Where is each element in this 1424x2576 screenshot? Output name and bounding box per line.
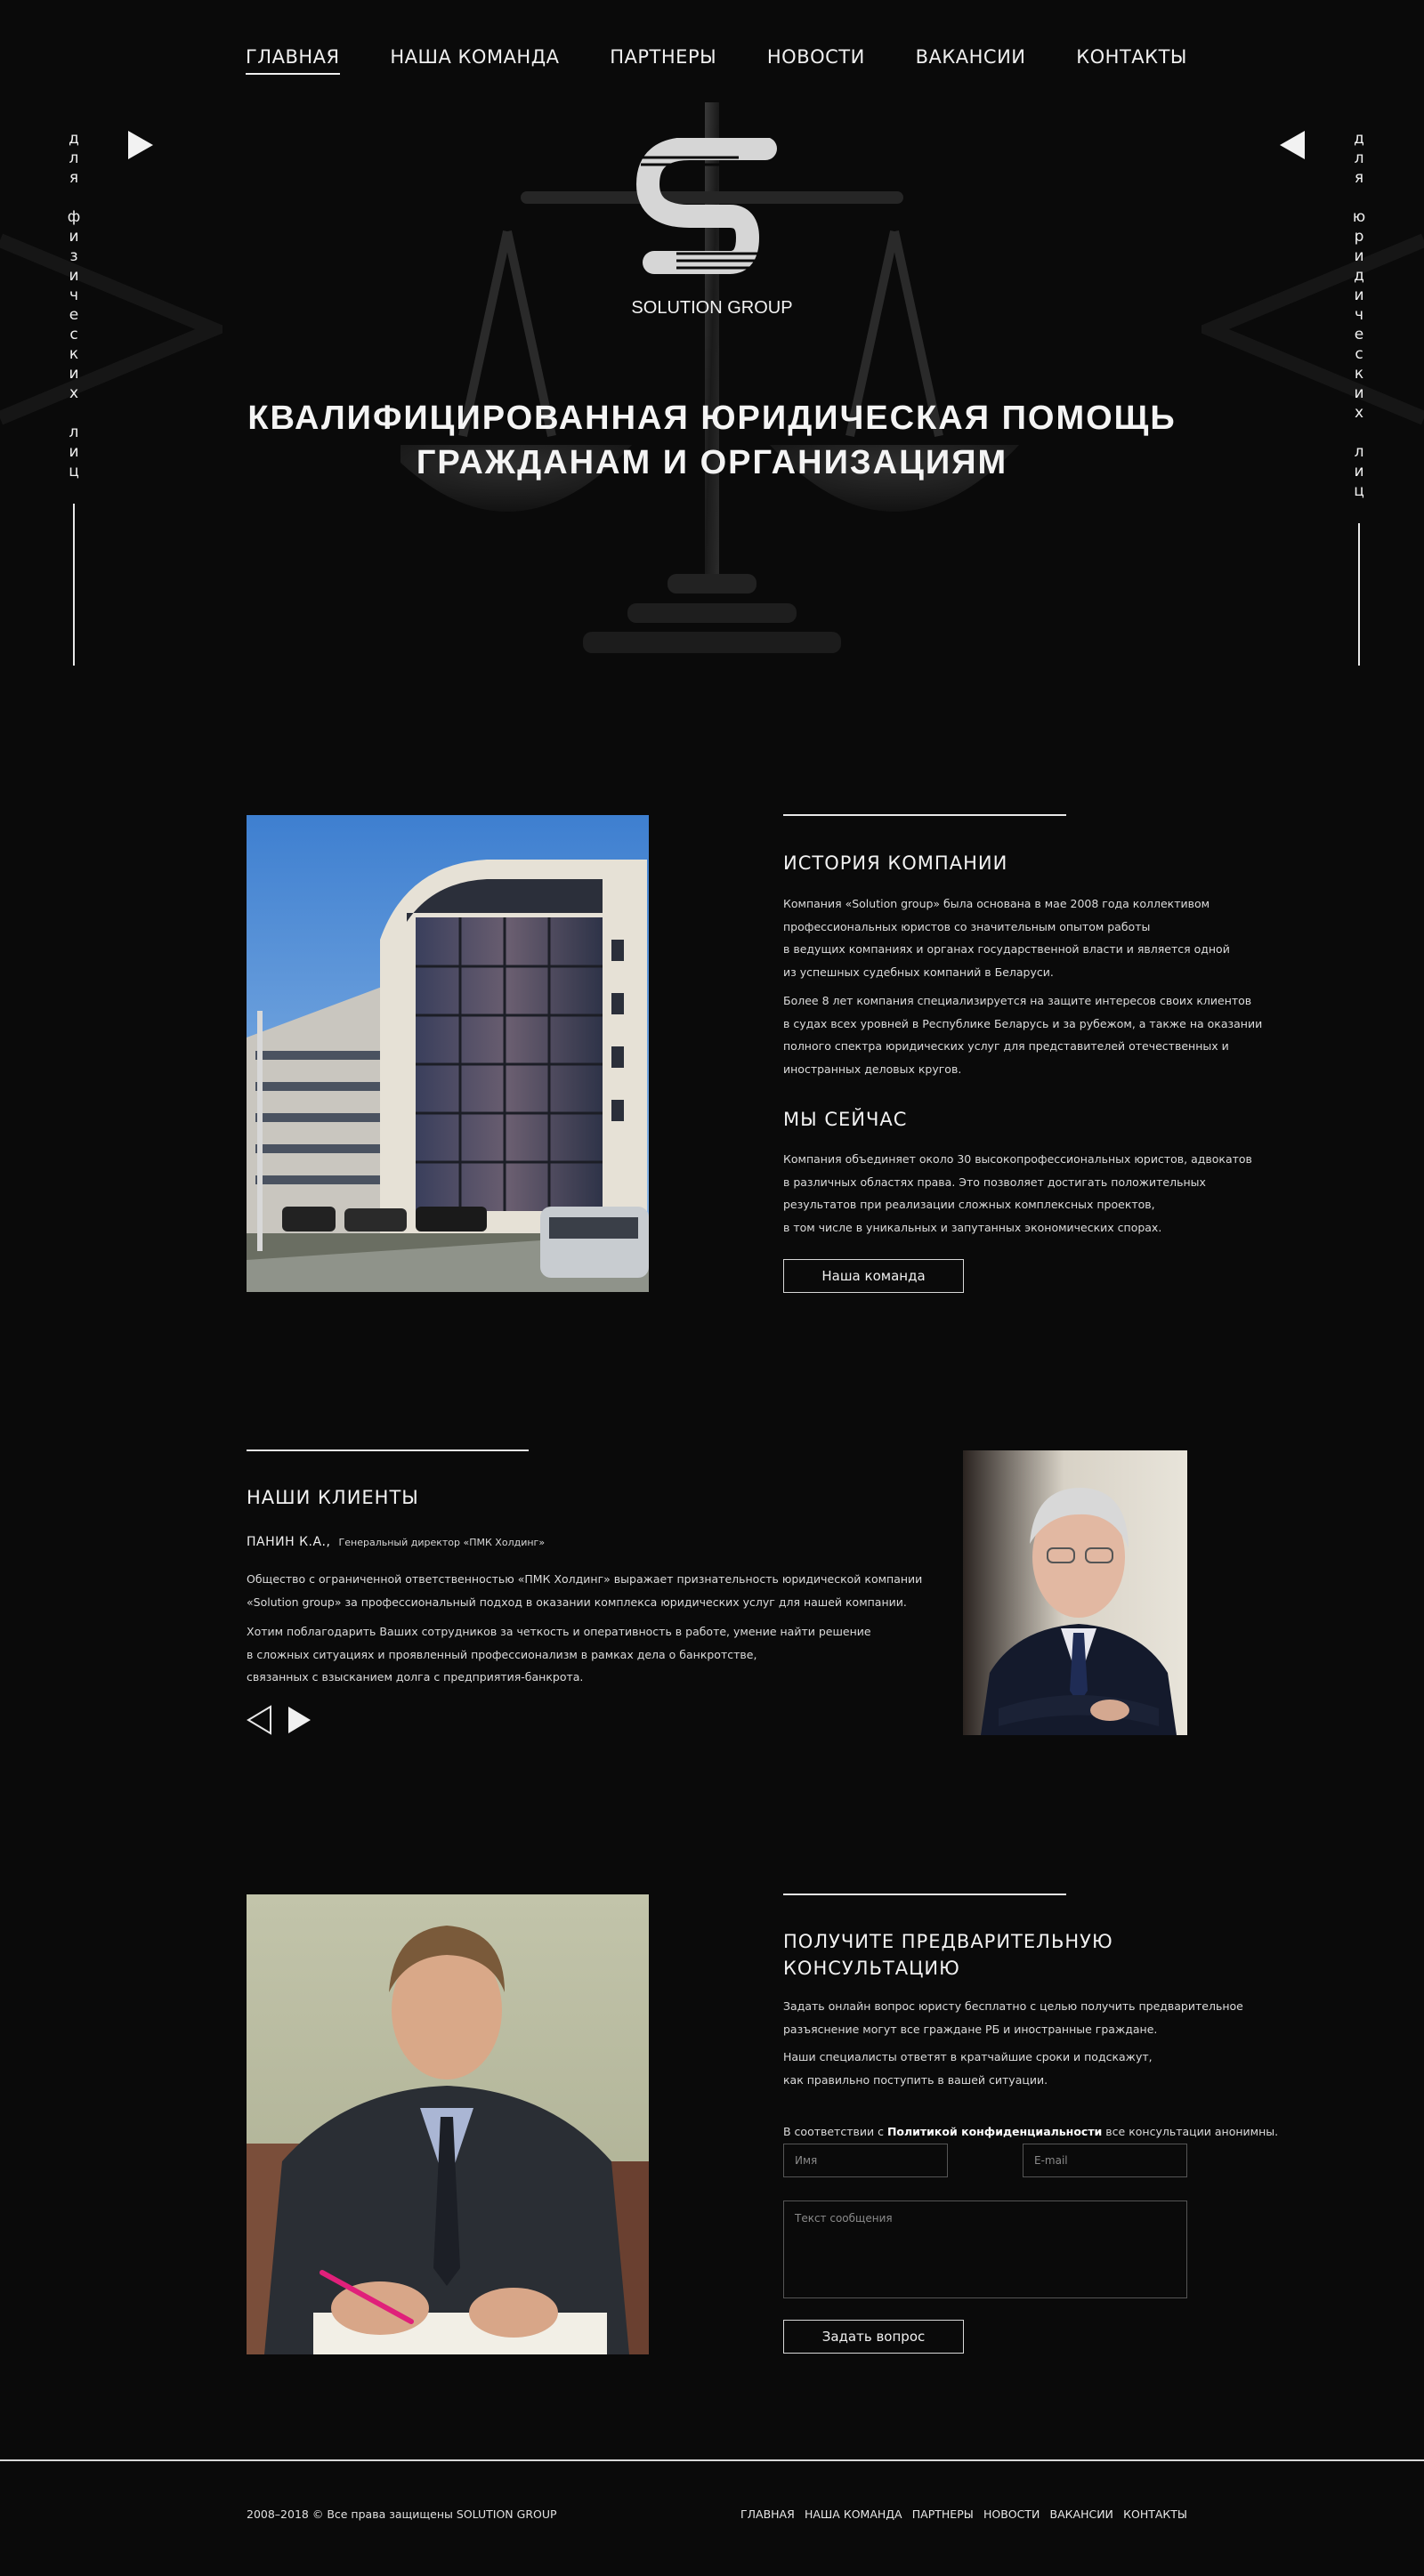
ask-question-button[interactable]: Задать вопрос [783, 2320, 964, 2354]
side-letter: и [69, 228, 79, 246]
side-letter: е [69, 306, 79, 324]
side-letter: л [1354, 149, 1364, 167]
history-paragraph-2: Более 8 лет компания специализируется на защите интересов своих клиентов в судах всех уровней в Республике Беларусь и за рубежом, а также на оказании полного спектра юридических услуг для представителей отечественных и иностранных деловых кругов. [783, 994, 1263, 1076]
side-letter [1356, 423, 1361, 442]
history-rule [783, 814, 1066, 816]
side-letter: р [1354, 228, 1364, 246]
side-letter: ф [67, 208, 81, 226]
side-letter: з [69, 247, 78, 265]
history-paragraph-1: Компания «Solution group» была основана в мае 2008 года коллективом профессиональных юристов со значительным опытом работы в ведущих компаниях и органах государственной власти и является одной из успешных судебных компаний в Беларуси. [783, 897, 1230, 979]
nav-item-team[interactable]: НАША КОМАНДА [390, 46, 560, 68]
footer-nav-vacancies[interactable]: ВАКАНСИИ [1049, 2507, 1113, 2521]
client-photo [963, 1450, 1187, 1735]
logo[interactable] [623, 138, 801, 325]
nav-item-home[interactable]: ГЛАВНАЯ [246, 46, 340, 75]
name-input[interactable] [783, 2144, 948, 2177]
side-letter: и [1354, 287, 1364, 304]
side-letter: ч [1354, 306, 1364, 324]
consultant-photo [247, 1894, 649, 2354]
consult-paragraph-3 [783, 2097, 1278, 2143]
side-letter [1356, 188, 1361, 207]
side-letter: я [1354, 169, 1364, 187]
side-letter: л [1354, 443, 1364, 461]
next-filled-icon[interactable] [287, 1705, 313, 1735]
side-letter [71, 188, 76, 207]
side-letter: ц [1354, 482, 1364, 500]
side-letter: к [1354, 365, 1364, 383]
side-left-divider [73, 504, 75, 666]
side-letter: д [69, 130, 79, 148]
side-letter: и [69, 443, 79, 461]
side-letter: я [69, 169, 79, 187]
client-position: Генеральный директор «ПМК Холдинг» [338, 1537, 546, 1548]
privacy-policy-link[interactable]: Политикой конфиденциальности [886, 2124, 1103, 2138]
footer-nav-team[interactable]: НАША КОМАНДА [804, 2507, 902, 2521]
clients-title: НАШИ КЛИЕНТЫ [247, 1487, 419, 1508]
side-link-legal-entities[interactable] [1347, 129, 1371, 666]
footer-nav-contacts[interactable]: КОНТАКТЫ [1123, 2507, 1187, 2521]
footer-copyright: 2008–2018 © Все права защищены SOLUTION GROUP [247, 2507, 557, 2521]
main-nav [246, 46, 1187, 75]
side-link-legal-entities-label [1353, 129, 1365, 501]
client-name: ПАНИН К.А., [247, 1535, 331, 1549]
nav-item-partners[interactable]: ПАРТНЕРЫ [610, 46, 717, 68]
clients-rule [247, 1450, 529, 1451]
side-letter: е [1354, 326, 1364, 343]
side-letter: х [69, 384, 79, 402]
side-letter: и [1354, 384, 1364, 402]
side-letter: к [69, 345, 79, 363]
side-link-individuals-label [68, 129, 81, 481]
privacy-post-text: все консультации анонимны. [1102, 2124, 1279, 2138]
nav-item-vacancies[interactable]: ВАКАНСИИ [915, 46, 1026, 68]
privacy-pre-text: В соответствии с [783, 2124, 887, 2138]
email-input[interactable] [1023, 2144, 1187, 2177]
client-review-paragraph-1: Общество с ограниченной ответственностью «ПМК Холдинг» выражает признательность юридической компании «Solution group» за профессиональный подход в оказании комплекса юридических услуг для нашей компании. [247, 1572, 923, 1609]
hero-title-line2: ГРАЖДАНАМ И ОРГАНИЗАЦИЯМ [416, 444, 1008, 481]
our-team-button[interactable]: Наша команда [783, 1259, 964, 1293]
consult-rule [783, 1894, 1066, 1895]
arrow-left-icon[interactable] [1280, 131, 1305, 159]
side-right-divider [1358, 523, 1360, 666]
side-letter: л [69, 424, 79, 441]
side-letter: ч [69, 287, 79, 304]
footer-divider [0, 2459, 1424, 2461]
now-title: МЫ СЕЙЧАС [783, 1109, 908, 1130]
logo-s-icon [623, 138, 801, 294]
side-letter: и [1354, 247, 1364, 265]
arrow-right-icon[interactable] [128, 131, 153, 159]
side-letter: х [1354, 404, 1364, 422]
nav-item-contacts[interactable]: КОНТАКТЫ [1076, 46, 1187, 68]
footer-nav [740, 2507, 1187, 2521]
nav-item-news[interactable]: НОВОСТИ [766, 46, 865, 68]
side-letter: д [1354, 267, 1364, 285]
side-letter: л [69, 149, 79, 167]
consult-paragraph-2: Наши специалисты ответят в кратчайшие сроки и подскажут, как правильно поступить в вашей ситуации. [783, 2050, 1153, 2087]
consult-title [783, 1928, 1113, 1982]
side-letter: ю [1352, 208, 1366, 226]
footer-nav-partners[interactable]: ПАРТНЕРЫ [911, 2507, 974, 2521]
side-letter: с [69, 326, 78, 343]
side-letter [71, 403, 76, 423]
now-paragraph: Компания объединяет около 30 высокопрофессиональных юристов, адвокатов в различных областях права. Это позволяет достигать положительных результатов при реализации сложных комплексных проектов, в том числе в уникальных и запутанных экономических спорах. [783, 1152, 1252, 1234]
footer-nav-news[interactable]: НОВОСТИ [983, 2507, 1040, 2521]
hero-title [178, 396, 1246, 485]
footer-nav-home[interactable]: ГЛАВНАЯ [740, 2507, 795, 2521]
consult-title-line2: КОНСУЛЬТАЦИЮ [783, 1958, 960, 1979]
side-letter: и [69, 267, 79, 285]
side-letter: д [1354, 130, 1364, 148]
side-letter: ц [69, 463, 79, 480]
client-name-line [247, 1532, 545, 1549]
building-photo [247, 815, 649, 1292]
client-review-paragraph-2: Хотим поблагодарить Ваших сотрудников за четкость и оперативность в работе, умение найти решение в сложных ситуациях и проявленный профессионализм в рамках дела о банкротстве, связанных с взысканием долга с предприятия-банкрота. [247, 1625, 871, 1684]
consult-paragraph-1: Задать онлайн вопрос юристу бесплатно с целью получить предварительное разъяснение могут все граждане РБ и иностранные граждане. [783, 1999, 1243, 2036]
hero-section [0, 0, 1424, 694]
prev-outline-icon[interactable] [246, 1705, 272, 1735]
history-title: ИСТОРИЯ КОМПАНИИ [783, 852, 1008, 874]
side-letter: с [1355, 345, 1363, 363]
side-letter: и [1354, 463, 1364, 480]
side-link-individuals[interactable] [62, 129, 85, 666]
hero-title-line1: КВАЛИФИЦИРОВАННАЯ ЮРИДИЧЕСКАЯ ПОМОЩЬ [247, 400, 1177, 437]
consult-title-line1: ПОЛУЧИТЕ ПРЕДВАРИТЕЛЬНУЮ [783, 1931, 1113, 1952]
message-textarea[interactable] [783, 2201, 1187, 2298]
logo-text: SOLUTION GROUP [631, 298, 793, 318]
side-letter: и [69, 365, 79, 383]
